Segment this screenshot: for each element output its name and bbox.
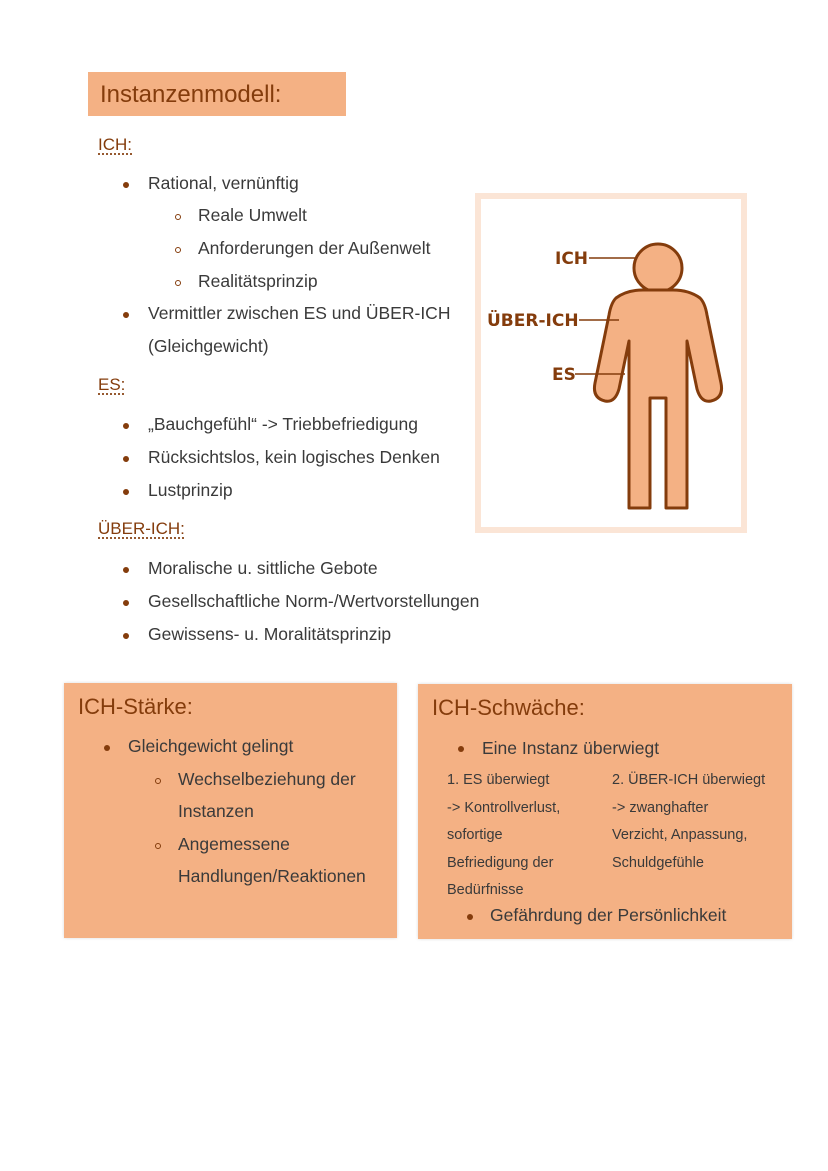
bullet-icon (123, 567, 129, 573)
person-figure-icon (475, 193, 747, 533)
bullet-icon (123, 600, 129, 606)
bullet-icon (123, 312, 129, 318)
head-shape (634, 244, 682, 292)
column-line: -> Kontrollverlust, (447, 799, 561, 816)
list-item: Rational, vernünftig (148, 173, 299, 193)
circle-bullet-icon (175, 280, 181, 286)
circle-bullet-icon (175, 214, 181, 220)
circle-bullet-icon (175, 247, 181, 253)
column-line: Verzicht, Anpassung, (612, 827, 748, 843)
ueberich-heading: ÜBER-ICH: (98, 519, 185, 538)
ueberich-ueberwiegt-column (612, 767, 765, 877)
figure-label-es: ES (552, 365, 576, 385)
circle-bullet-icon (155, 778, 161, 784)
list-item-continuation: (Gleichgewicht) (148, 336, 269, 356)
page-title: Instanzenmodell: (88, 72, 346, 116)
bullet-icon (123, 489, 129, 495)
list-item: Eine Instanz überwiegt (482, 738, 660, 758)
list-item: Rücksichtslos, kein logisches Denken (148, 447, 440, 467)
figure-label-ich: ICH (555, 249, 589, 269)
list-item: Gefährdung der Persönlichkeit (490, 905, 727, 925)
list-item: „Bauchgefühl“ -> Triebbefriedigung (148, 414, 418, 434)
es-ueberwiegt-column (447, 767, 560, 905)
bullet-icon (123, 456, 129, 462)
list-item: Anforderungen der Außenwelt (198, 238, 431, 258)
column-line: 2. ÜBER-ICH überwiegt (612, 772, 766, 788)
list-item: Gleichgewicht gelingt (128, 736, 294, 756)
ich-schwaeche-title: ICH-Schwäche: (432, 695, 585, 720)
column-line: Befriedigung der (447, 854, 554, 871)
ich-staerke-title: ICH-Stärke: (78, 694, 193, 719)
list-item: Moralische u. sittliche Gebote (148, 558, 378, 578)
column-line: -> zwanghafter (612, 799, 709, 816)
column-line: Bedürfnisse (447, 882, 524, 898)
bullet-icon (104, 745, 110, 751)
list-item: Vermittler zwischen ES und ÜBER-ICH (148, 303, 451, 323)
list-item: Wechselbeziehung der (178, 769, 356, 789)
ich-heading: ICH: (98, 135, 132, 154)
bullet-icon (123, 182, 129, 188)
list-item: Realitätsprinzip (198, 271, 318, 291)
figure-label-ueberich: ÜBER-ICH (487, 311, 579, 331)
bullet-icon (123, 633, 129, 639)
circle-bullet-icon (155, 843, 161, 849)
list-item: Gewissens- u. Moralitätsprinzip (148, 624, 392, 644)
list-item: Reale Umwelt (198, 205, 307, 225)
column-line: Schuldgefühle (612, 854, 704, 871)
es-heading: ES: (98, 375, 126, 394)
column-line: sofortige (447, 827, 503, 843)
body-shape (594, 290, 721, 508)
list-item: Lustprinzip (148, 480, 233, 500)
column-line: 1. ES überwiegt (447, 772, 550, 788)
list-item-continuation: Handlungen/Reaktionen (178, 866, 366, 886)
list-item-continuation: Instanzen (178, 801, 254, 821)
bullet-icon (458, 746, 464, 752)
list-item: Gesellschaftliche Norm-/Wertvorstellungen (148, 591, 480, 611)
bullet-icon (467, 914, 473, 920)
list-item: Angemessene (178, 834, 290, 854)
bullet-icon (123, 423, 129, 429)
